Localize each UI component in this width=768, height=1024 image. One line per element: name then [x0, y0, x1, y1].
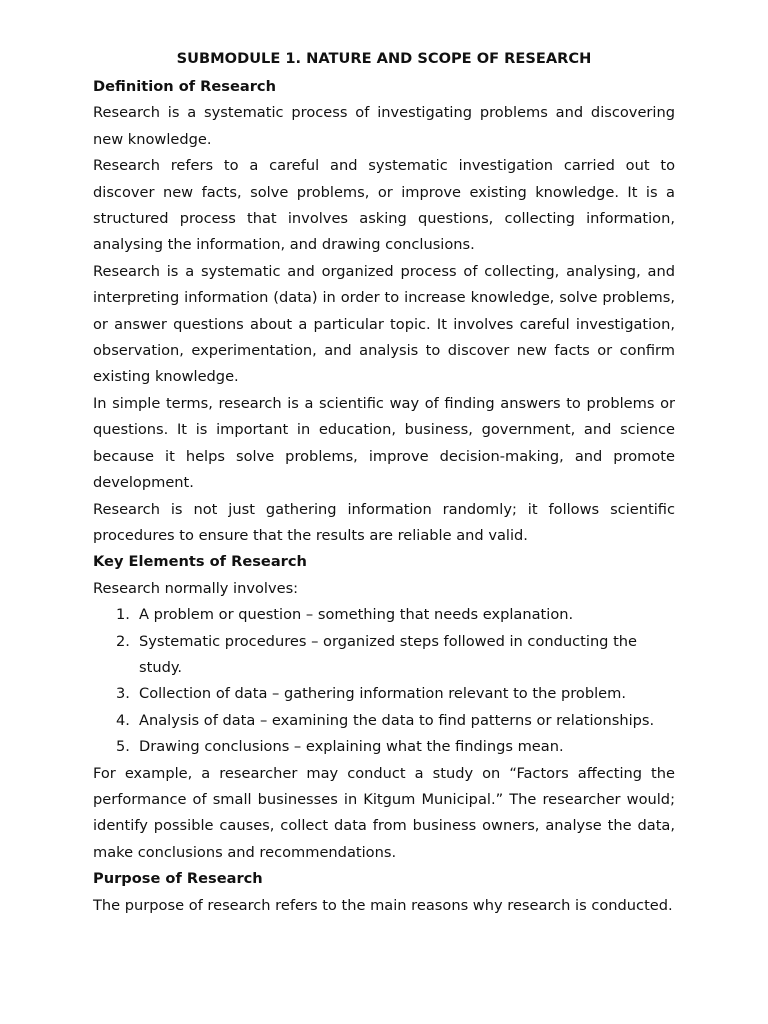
- example-paragraph: For example, a researcher may conduct a study on “Factors affecting the performance of small businesses in Kitgum Municipal.” The researcher would; identify possible causes, collect data from business owners, analyse the data, make conclusions and recommendations.: [93, 764, 675, 861]
- list-item-number: 3.: [116, 685, 130, 703]
- list-item-text: Drawing conclusions – explaining what the findings mean.: [139, 738, 564, 756]
- list-item-text: Analysis of data – examining the data to find patterns or relationships.: [139, 711, 655, 729]
- definition-paragraph-3: Research is a systematic and organized process of collecting, analysing, and interpreting information (data) in order to increase knowledge, solve problems, or answer questions about a particular topic. It involves careful investigation, observation, experimentation, and analysis to discover new facts or confirm existing knowledge.: [93, 262, 675, 386]
- purpose-paragraph: The purpose of research refers to the main reasons why research is conducted.: [93, 896, 673, 914]
- list-item-text: Collection of data – gathering information relevant to the problem.: [139, 685, 626, 703]
- document-title: SUBMODULE 1. NATURE AND SCOPE OF RESEARCH: [176, 50, 592, 67]
- list-item-text: A problem or question – something that needs explanation.: [139, 606, 574, 624]
- list-item: [93, 734, 675, 760]
- list-item: [93, 629, 675, 682]
- list-item-number: 2.: [116, 632, 130, 650]
- list-item-text: Systematic procedures – organized steps followed in conducting the study.: [139, 632, 638, 676]
- heading-purpose: Purpose of Research: [93, 870, 263, 888]
- definition-paragraph-2: Research refers to a careful and systematic investigation carried out to discover new facts, solve problems, or improve existing knowledge. It is a structured process that involves asking questions, collecting information, analysing the information, and drawing conclusions.: [93, 157, 675, 254]
- list-item-number: 4.: [116, 711, 130, 729]
- document-page: [93, 46, 675, 919]
- heading-key-elements: Key Elements of Research: [93, 553, 307, 571]
- list-item: [93, 681, 675, 707]
- list-item-number: 1.: [116, 606, 130, 624]
- list-item: [93, 708, 675, 734]
- heading-definition: Definition of Research: [93, 78, 276, 95]
- list-item-number: 5.: [116, 738, 130, 756]
- list-item: [93, 602, 675, 628]
- key-elements-list: [93, 602, 675, 760]
- definition-paragraph-1: Research is a systematic process of investigating problems and discovering new knowledge.: [93, 104, 675, 148]
- definition-paragraph-4: In simple terms, research is a scientific way of finding answers to problems or questions. It is important in education, business, government, and science because it helps solve problems, improve decision-making, and promote development.: [93, 394, 675, 492]
- definition-paragraph-5: Research is not just gathering information randomly; it follows scientific procedures to ensure that the results are reliable and valid.: [93, 500, 675, 544]
- key-elements-intro: Research normally involves:: [93, 579, 299, 597]
